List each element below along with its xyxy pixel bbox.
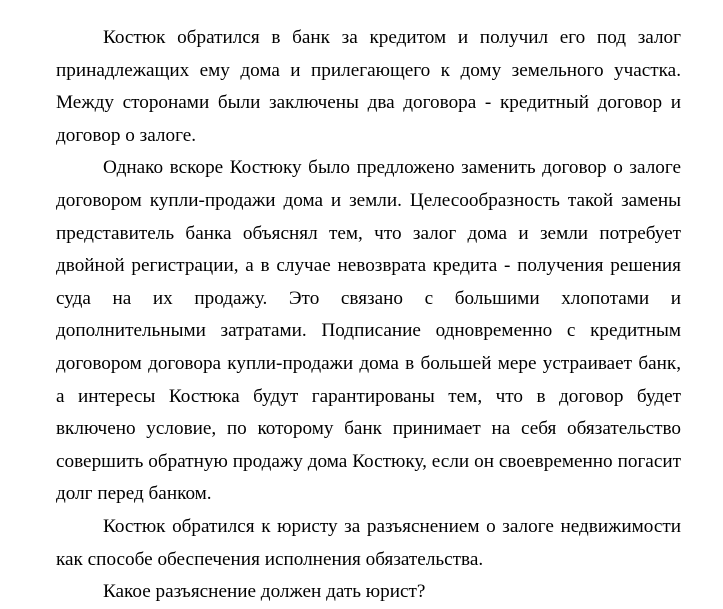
document-body xyxy=(56,22,681,609)
paragraph-1: Костюк обратился в банк за кредитом и получил его под залог принадлежащих ему дома и прилегающего к дому земельного участка. Между сторонами были заключены два договора - кредитный договор и договор о залоге. xyxy=(56,27,681,146)
paragraph-question: Какое разъяснение должен дать юрист? xyxy=(103,581,426,603)
paragraph-2: Однако вскоре Костюку было предложено заменить договор о залоге договором купли-продажи дома и земли. Целесообразность такой замены представитель банка объяснял тем, что залог дома и земли потребует двойной регистрации, а в случае невозврата кредита - получения решения суда на их продажу. Это связано с большими хлопотами и дополнительными затратами. Подписание одновременно с кредитным договором договора купли-продажи дома в большей мере устраивает банк, а интересы Костюка будут гарантированы тем, что в договор будет включено условие, по которому банк принимает на себя обязательство совершить обратную продажу дома Костюку, если он своевременно погасит долг перед банком. xyxy=(56,157,681,505)
paragraph-3: Костюк обратился к юристу за разъяснением о залоге недвижимости как способе обеспечения исполнения обязательства. xyxy=(56,515,681,570)
